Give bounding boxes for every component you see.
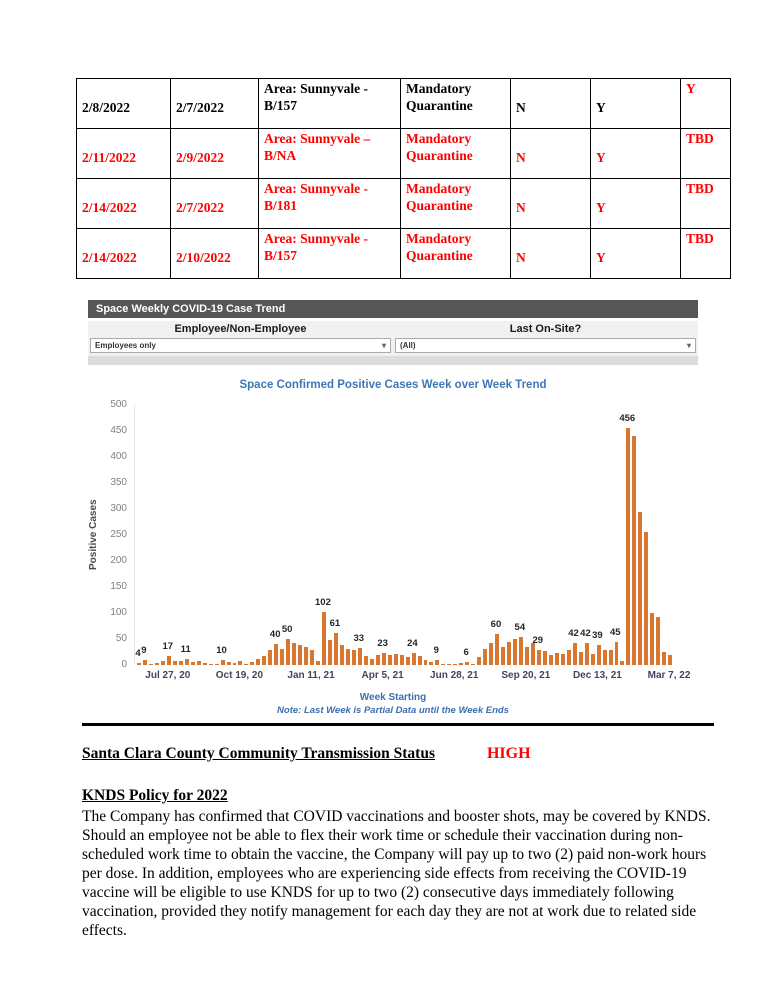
bar-data-label: 456 [619,412,636,424]
bar[interactable] [191,662,195,665]
y-tick-label: 450 [110,425,127,436]
bar[interactable] [352,650,356,665]
bar[interactable] [400,655,404,665]
bar[interactable] [585,643,589,665]
x-tick-label: Oct 19, 20 [215,670,264,681]
table-cell: Mandatory Quarantine [401,179,511,229]
bar-data-label: 42 [568,628,579,640]
table-cell: Y [591,179,681,229]
y-tick-label: 200 [110,555,127,566]
bar[interactable] [656,617,660,665]
bar[interactable] [555,653,559,665]
bar[interactable] [376,655,380,665]
chart-title: Space Confirmed Positive Cases Week over Week Trend [239,379,547,391]
bar[interactable] [507,642,511,665]
table-row [77,79,731,129]
bar-data-label: 45 [610,626,621,638]
bar[interactable] [573,643,577,665]
y-axis-title: Positive Cases [88,499,99,571]
bar[interactable] [412,653,416,665]
table-cell: Mandatory Quarantine [401,229,511,279]
chart-area [88,365,698,724]
x-tick-label: Jun 28, 21 [430,670,479,681]
bar[interactable] [227,662,231,665]
bar[interactable] [435,660,439,665]
employee-filter-dropdown[interactable] [90,338,391,353]
bar[interactable] [483,649,487,665]
bar[interactable] [328,640,332,665]
bar[interactable] [179,661,183,665]
bar[interactable] [561,654,565,665]
bar[interactable] [441,664,445,665]
covid-trend-widget [88,300,698,724]
table-cell: N [511,179,591,229]
table-cell: TBD [681,229,731,279]
bar-data-label: 61 [329,618,341,630]
bar[interactable] [346,649,350,665]
bar[interactable] [519,637,523,665]
bar[interactable] [418,656,422,665]
bar-data-label: 42 [580,628,591,640]
table-cell: Area: Sunnyvale – B/NA [259,129,401,179]
bar[interactable] [668,655,672,665]
bar[interactable] [644,532,648,665]
bar[interactable] [620,661,624,665]
bar[interactable] [250,662,254,665]
x-tick-label: Sep 20, 21 [501,670,551,681]
y-tick-label: 400 [110,451,127,462]
y-tick-label: 300 [110,503,127,514]
bar[interactable] [650,613,654,665]
table-cell: Mandatory Quarantine [401,129,511,179]
bar[interactable] [489,643,493,665]
filter-employee-label: Employee/Non-Employee [174,323,307,335]
bar[interactable] [579,652,583,665]
bar[interactable] [298,645,302,665]
bar[interactable] [525,647,529,665]
filter-panel-strip [88,356,698,365]
bar[interactable] [388,655,392,665]
bar[interactable] [549,655,553,665]
bar[interactable] [424,660,428,665]
bar[interactable] [632,436,636,665]
bar[interactable] [244,664,248,665]
bar-data-label: 29 [532,634,544,646]
widget-title-bar [88,300,698,318]
bar-data-label: 50 [281,624,293,635]
bar[interactable] [477,657,481,665]
bar[interactable] [531,643,535,665]
table-row [77,229,731,279]
table-cell: 2/10/2022 [171,229,259,279]
table-cell: Area: Sunnyvale - B/157 [259,79,401,129]
y-tick-label: 500 [110,399,127,410]
filter-last-onsite [393,321,698,353]
bar-data-label: 10 [216,644,227,656]
bar-data-label: 9 [433,645,439,657]
chart-body [88,399,698,681]
y-tick-label: 250 [110,529,127,540]
bar[interactable] [274,644,278,665]
bar-data-label: 40 [269,629,281,641]
table-cell: Area: Sunnyvale - B/157 [259,229,401,279]
bar[interactable] [304,647,308,665]
bar[interactable] [161,661,165,665]
filter-panel [88,321,698,356]
last-onsite-filter-dropdown[interactable] [395,338,696,353]
bar[interactable] [567,650,571,665]
x-tick-label: Mar 7, 22 [647,670,691,681]
bar[interactable] [173,661,177,665]
y-tick-label: 100 [110,607,127,618]
last-onsite-filter-value: (All) [400,341,416,350]
bar[interactable] [459,663,463,665]
bar[interactable] [203,663,207,665]
bar[interactable] [137,663,141,665]
table-cell: 2/7/2022 [171,79,259,129]
bar[interactable] [215,664,219,665]
bar-data-label: 11 [180,644,191,656]
plot-area [134,405,691,681]
table-cell: Y [591,229,681,279]
bar[interactable] [209,664,213,665]
bar[interactable] [143,660,147,665]
transmission-status-row [82,745,531,763]
bar[interactable] [364,656,368,665]
bar[interactable] [197,661,201,665]
bar[interactable] [537,650,541,665]
y-tick-label: 0 [121,659,127,670]
bar[interactable] [167,656,171,665]
bar-data-label: 23 [377,638,388,650]
bar-data-label: 24 [407,637,418,649]
filter-last-onsite-label: Last On-Site? [509,323,582,335]
bar[interactable] [543,651,547,665]
bar[interactable] [262,656,266,665]
x-tick-label: Dec 13, 21 [572,670,622,681]
bar[interactable] [268,650,272,665]
section-divider [82,723,714,726]
bar-data-label: 4 [135,647,141,659]
table-cell: 2/7/2022 [171,179,259,229]
bar[interactable] [591,654,595,665]
bar[interactable] [513,639,517,665]
bar[interactable] [310,650,314,665]
x-axis-title: Week Starting [359,692,427,703]
bar[interactable] [256,659,260,665]
table-cell: Y [591,129,681,179]
table-cell: Y [591,79,681,129]
bar[interactable] [429,662,433,665]
bar[interactable] [358,648,362,665]
bar[interactable] [638,512,642,665]
bar[interactable] [471,664,475,665]
table-row [77,129,731,179]
bar[interactable] [453,664,457,665]
bar[interactable] [626,428,630,665]
table-cell: 2/14/2022 [77,179,171,229]
bar[interactable] [334,633,338,665]
chart-note: Note: Last Week is Partial Data until the Week Ends [277,705,509,716]
bar[interactable] [370,659,374,665]
bar[interactable] [185,659,189,665]
bar-data-label: 6 [463,646,469,658]
policy-heading: KNDS Policy for 2022 [82,787,228,804]
table-cell: N [511,79,591,129]
table-cell: 2/8/2022 [77,79,171,129]
bar[interactable] [597,645,601,665]
bar-data-label: 9 [141,645,147,657]
bar-data-label: 33 [353,632,365,644]
y-tick-label: 50 [115,633,127,644]
y-axis-ticks [104,399,134,670]
bar[interactable] [238,661,242,665]
table-cell: N [511,229,591,279]
filter-employee [88,321,393,353]
transmission-status-heading: Santa Clara County Community Transmission Status [82,745,435,762]
bar[interactable] [603,650,607,665]
bar-data-label: 17 [162,641,174,653]
bar[interactable] [149,664,153,665]
y-tick-label: 150 [110,581,127,592]
transmission-status-value: HIGH [486,745,531,762]
table-cell: 2/14/2022 [77,229,171,279]
bar[interactable] [495,634,499,665]
table-cell: Y [681,79,731,129]
x-tick-label: Jan 11, 21 [287,670,335,681]
table-cell: 2/9/2022 [171,129,259,179]
bar[interactable] [615,642,619,665]
bar[interactable] [233,663,237,665]
bar[interactable] [280,649,284,665]
x-tick-label: Apr 5, 21 [361,670,404,681]
table-cell: TBD [681,179,731,229]
bar-data-label: 102 [315,596,331,608]
table-cell: Mandatory Quarantine [401,79,511,129]
policy-section [82,787,716,940]
bar[interactable] [662,652,666,665]
bar[interactable] [501,647,505,665]
bar-series [137,405,672,665]
table-cell: TBD [681,129,731,179]
bar[interactable] [465,662,469,665]
x-tick-label: Jul 27, 20 [145,670,191,681]
quarantine-table-body [77,79,731,279]
bar[interactable] [406,657,410,665]
bar[interactable] [292,643,296,665]
widget-title: Space Weekly COVID-19 Case Trend [96,303,286,315]
bar-data-label: 60 [490,618,502,630]
bar[interactable] [322,612,326,665]
policy-body: The Company has confirmed that COVID vaccinations and booster shots, may be covered by KNDS. Should an employee not be able to flex their work time or schedule their vaccination during non-scheduled work time to obtain the vaccine, the Company will pay up to two (2) paid non-work hours per dose. In addition, employees who are experiencing side effects from receiving the COVID-19 vaccine will be eligible to use KNDS for up to two (2) consecutive days immediately following vaccination, provided they notify management for each day they are not at work due to related side effects. [82,808,711,939]
bar[interactable] [340,645,344,665]
employee-filter-value: Employees only [95,341,156,350]
chevron-down-icon: ▾ [686,340,691,350]
quarantine-table [76,78,731,279]
y-tick-label: 350 [110,477,127,488]
table-cell: N [511,129,591,179]
bar[interactable] [609,650,613,665]
chevron-down-icon: ▾ [381,340,386,350]
bar[interactable] [382,653,386,665]
table-row [77,179,731,229]
bar[interactable] [316,661,320,665]
table-cell: Area: Sunnyvale - B/181 [259,179,401,229]
bar[interactable] [447,664,451,665]
bar[interactable] [155,663,159,665]
bar-data-label: 54 [514,621,526,633]
bar[interactable] [394,654,398,665]
bar-data-label: 39 [592,629,603,641]
bar[interactable] [286,639,290,665]
table-cell: 2/11/2022 [77,129,171,179]
bar[interactable] [221,660,225,665]
